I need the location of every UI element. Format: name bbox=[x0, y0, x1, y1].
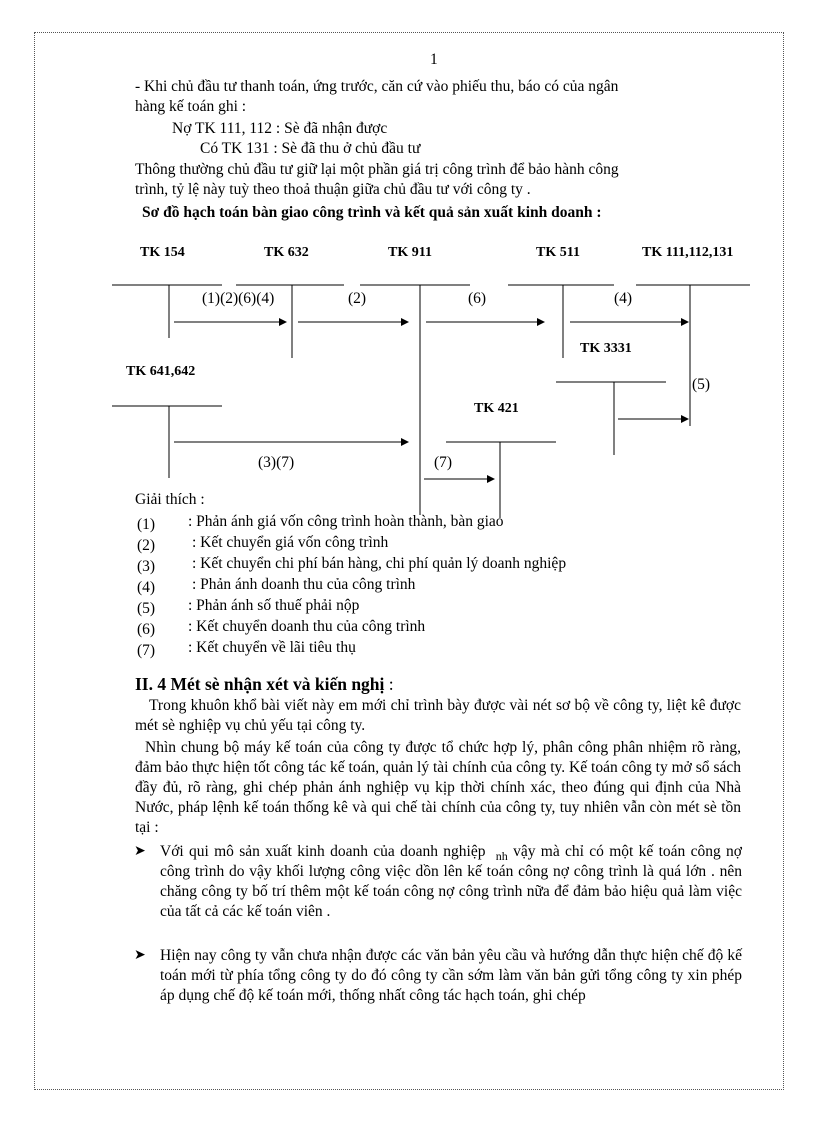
intro-line-1: - Khi chủ đầu tư thanh toán, ứng trước, căn cứ vào phiếu thu, báo có của ngân bbox=[135, 78, 619, 95]
intro-line-3: Thông thường chủ đầu tư giữ lại một phần giá trị công trình để bảo hành công bbox=[135, 161, 619, 178]
account-tk641: TK 641,642 bbox=[126, 364, 196, 379]
flow-label-1: (1)(2)(6)(4) bbox=[202, 290, 275, 307]
entry-credit: Có TK 131 : Sè đã thu ở chủ đầu tư bbox=[200, 140, 421, 157]
paragraph-assessment bbox=[135, 738, 741, 838]
diagram-title: Sơ đồ hạch toán bàn giao công trình và kết quả sản xuất kinh doanh : bbox=[142, 204, 602, 221]
arrowhead-bullet-icon: ➤ bbox=[134, 844, 146, 859]
intro-line-2: hàng kế toán ghi : bbox=[135, 98, 247, 115]
paragraph-intro bbox=[135, 696, 741, 736]
legend-code-5: (5) bbox=[137, 600, 156, 617]
intro-line-4: trình, tỷ lệ này tuỳ theo thoả thuận giữa chủ đầu tư với công ty . bbox=[135, 181, 531, 198]
legend-text-2: : Kết chuyển giá vốn công trình bbox=[192, 534, 389, 551]
bullet-2-text: Hiện nay công ty vẫn chưa nhận được các văn bản yêu cầu và hướng dẫn thực hiện chế độ kế toán mới từ phía tổng công ty do đó công ty cần sớm làm văn bản gửi tổng công ty xin phép áp dụng chế độ kế toán mới, thống nhất công tác hạch toán, ghi chép bbox=[160, 947, 742, 1004]
account-tk511: TK 511 bbox=[536, 245, 580, 260]
legend-code-6: (6) bbox=[137, 621, 156, 638]
bullet-1-sub: nh bbox=[495, 849, 508, 863]
account-tk3331: TK 3331 bbox=[580, 341, 632, 356]
account-tk632: TK 632 bbox=[264, 245, 309, 260]
legend-code-7: (7) bbox=[137, 642, 156, 659]
account-tk111: TK 111,112,131 bbox=[642, 245, 734, 260]
entry-debit: Nợ TK 111, 112 : Sè đã nhận được bbox=[172, 120, 388, 137]
flow-label-2: (2) bbox=[348, 290, 367, 307]
paragraph-assessment-text: Nhìn chung bộ máy kế toán của công ty được tổ chức hợp lý, phân công phân nhiệm rõ ràng, đảm bảo thực hiện tốt công tác kế toán, quản lý tài chính của công ty. Kế toán công ty mở sổ sách đầy đủ, rõ ràng, ghi chép phản ánh nghiệp vụ kịp thời chính xác, theo đúng qui định của Nhà Nước, pháp lệnh kế toán thống kê và qui chế tài chính của công ty, tuy nhiên vẫn còn mét sè tồn tại : bbox=[135, 739, 741, 836]
paragraph-intro-text: Trong khuôn khổ bài viết này em mới chỉ trình bày được vài nét sơ bộ về công ty, liệt kê được mét sè nghiệp vụ chủ yếu tại công ty. bbox=[135, 697, 741, 734]
legend-text-4: : Phản ánh doanh thu của công trình bbox=[192, 576, 416, 593]
account-tk421: TK 421 bbox=[474, 401, 519, 416]
flow-label-6: (6) bbox=[468, 290, 487, 307]
flow-label-37: (3)(7) bbox=[258, 454, 295, 471]
section-heading-suffix: : bbox=[384, 674, 394, 694]
legend-text-6: : Kết chuyển doanh thu của công trình bbox=[188, 618, 426, 635]
account-tk911: TK 911 bbox=[388, 245, 432, 260]
account-tk154: TK 154 bbox=[140, 245, 185, 260]
bullet-1-text-a: Với qui mô sản xuất kinh doanh của doanh nghiệp bbox=[160, 843, 486, 860]
legend-text-1: : Phản ánh giá vốn công trình hoàn thành, bàn giao bbox=[188, 513, 504, 530]
legend-code-1: (1) bbox=[137, 516, 156, 533]
legend-code-2: (2) bbox=[137, 537, 156, 554]
section-heading-text: II. 4 Mét sè nhận xét và kiến nghị bbox=[135, 674, 385, 694]
bullet-item-1 bbox=[134, 842, 742, 922]
flow-label-5: (5) bbox=[692, 376, 711, 393]
flow-label-7: (7) bbox=[434, 454, 453, 471]
legend-code-4: (4) bbox=[137, 579, 156, 596]
bullet-1-text-b: vậy mà chỉ có một kế toán công nợ công trình do vậy khối lượng công việc dồn lên kế toán công nợ công trình là quá lớn . nên chăng công ty bố trí thêm một kế toán công nợ công trình nữa để đảm bảo hiệu quả làm việc của tất cả các kế toán viên . bbox=[160, 843, 742, 920]
legend-text-7: : Kết chuyển về lãi tiêu thụ bbox=[188, 639, 356, 656]
section-heading bbox=[135, 674, 394, 695]
arrowhead-bullet-icon: ➤ bbox=[134, 948, 146, 963]
legend-text-3: : Kết chuyển chi phí bán hàng, chi phí quản lý doanh nghiệp bbox=[192, 555, 567, 572]
bullet-item-2 bbox=[134, 946, 742, 1006]
legend-code-3: (3) bbox=[137, 558, 156, 575]
page-number: 1 bbox=[430, 51, 438, 68]
flow-label-4: (4) bbox=[614, 290, 633, 307]
legend-heading: Giải thích : bbox=[135, 491, 205, 508]
legend-text-5: : Phản ánh số thuế phải nộp bbox=[188, 597, 360, 614]
